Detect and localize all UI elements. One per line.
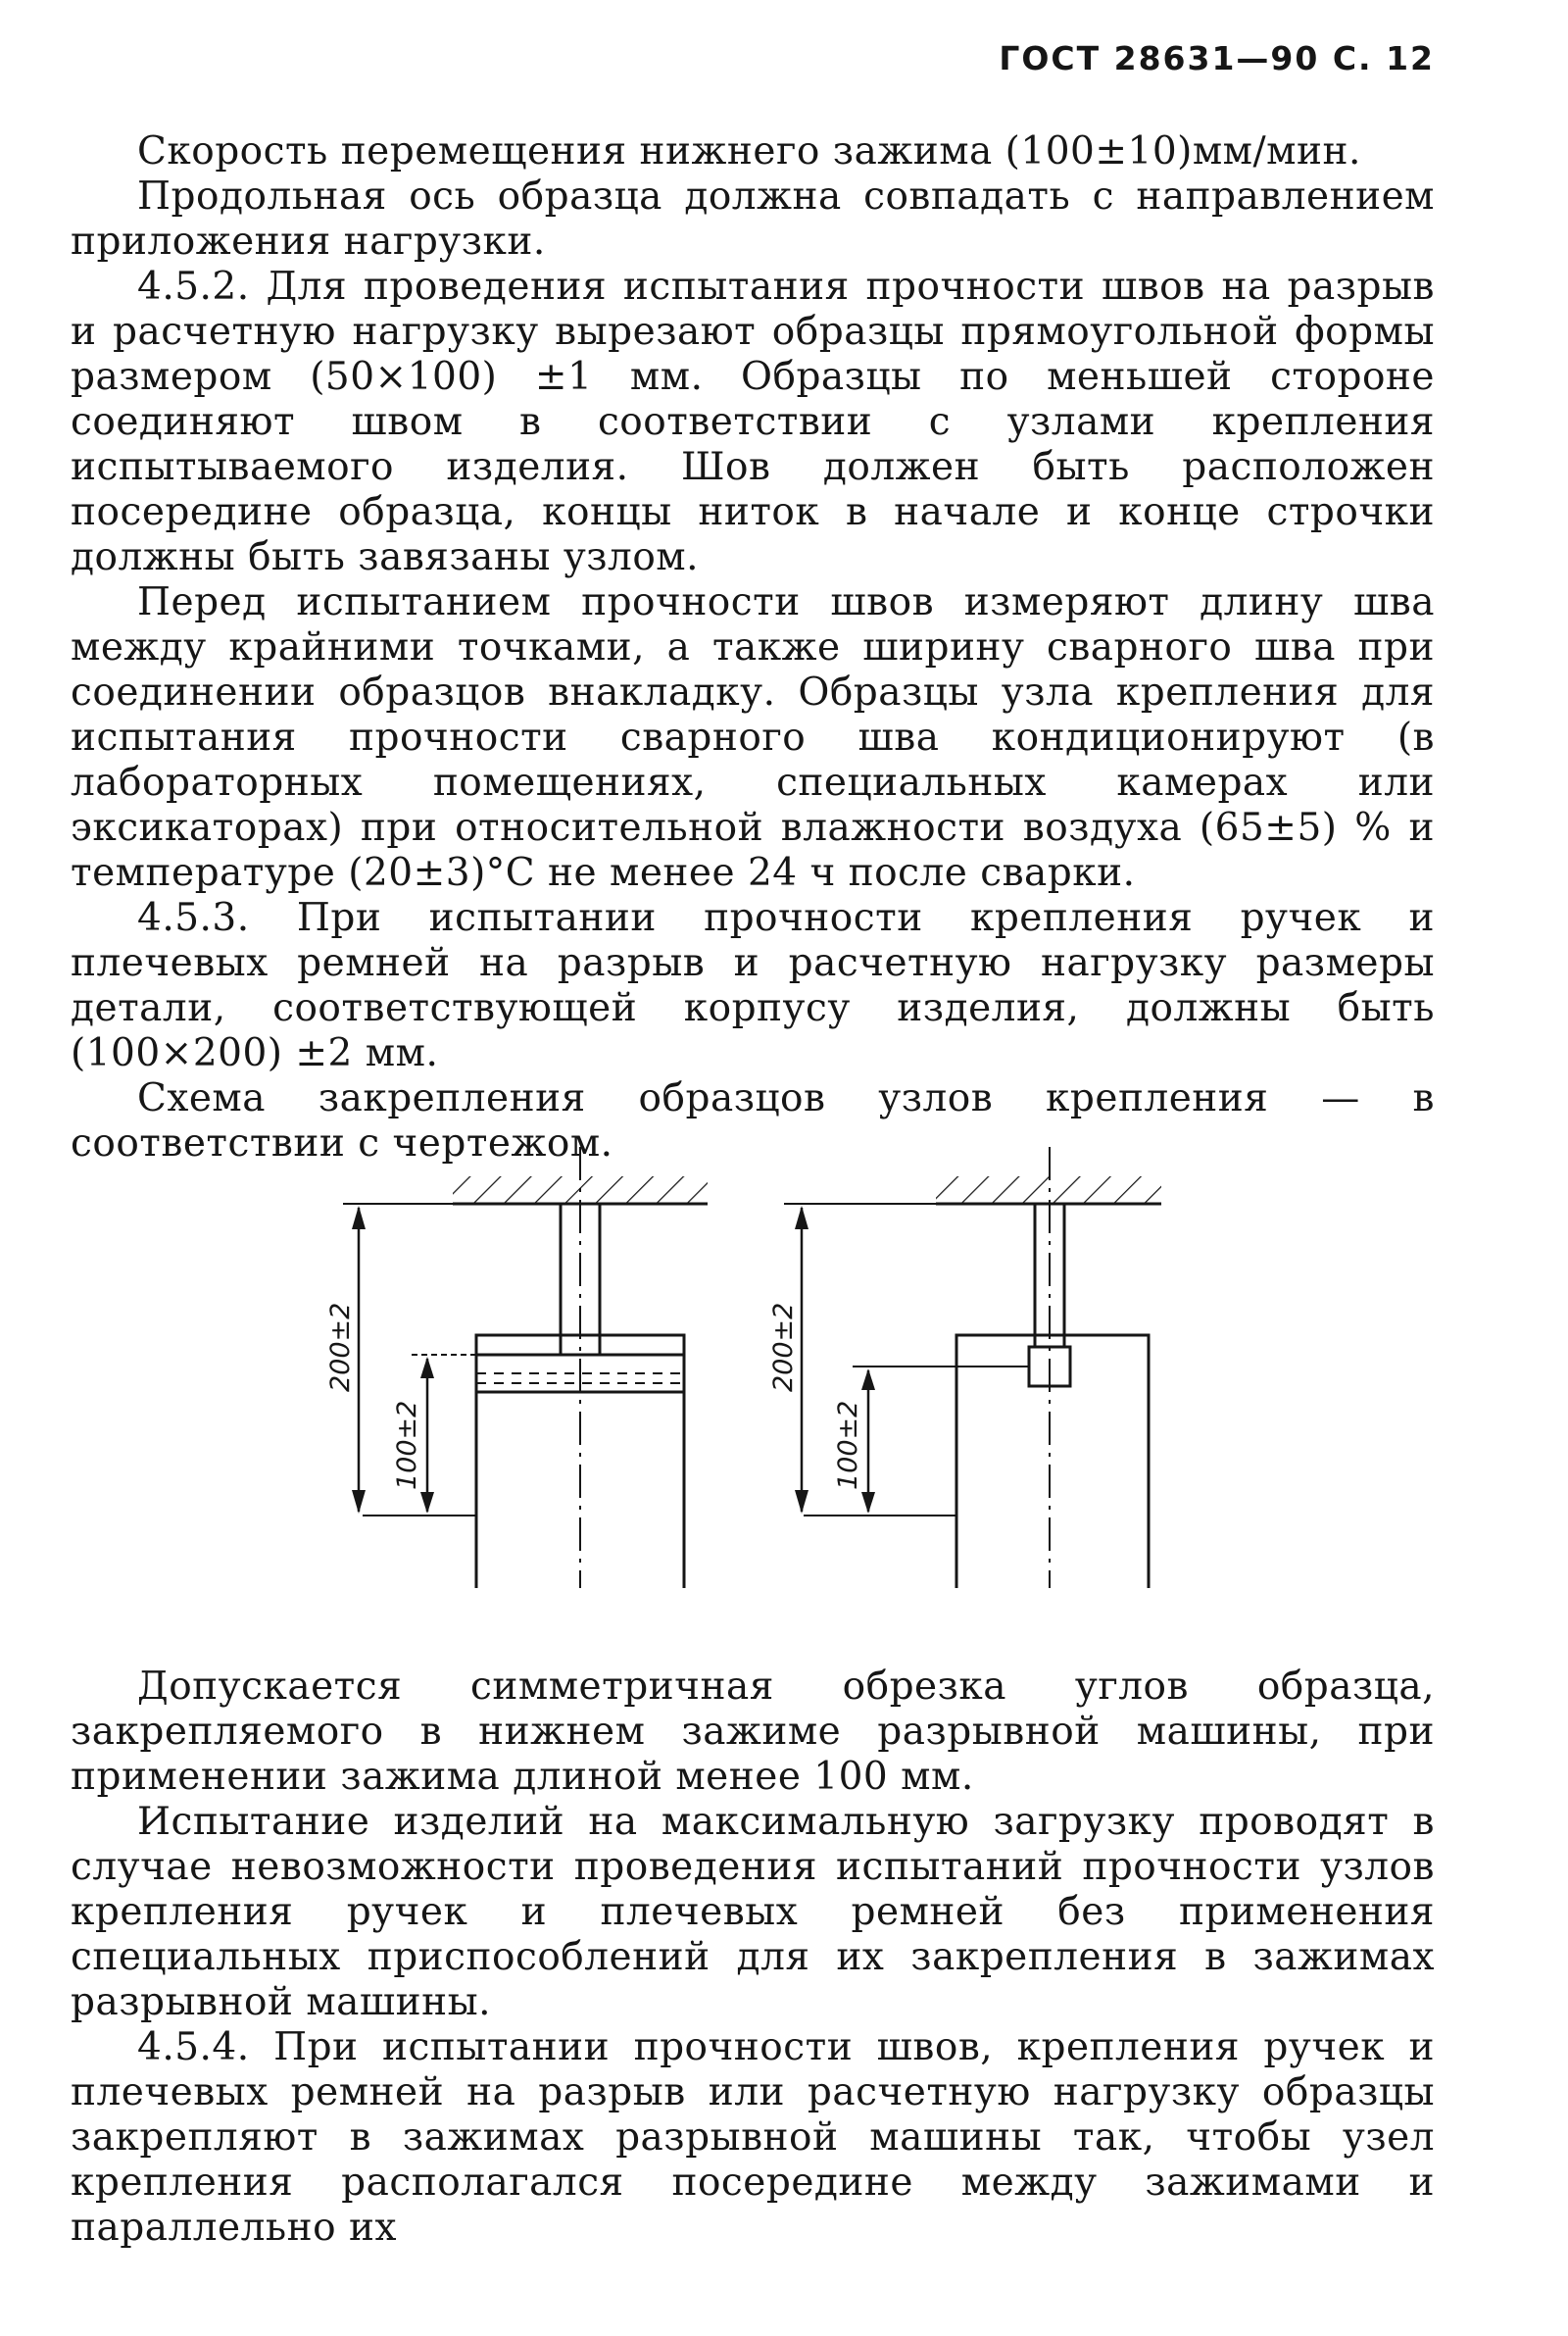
- right-dim-total: 200±2: [768, 1302, 799, 1392]
- paragraph: Допускается симметричная обрезка углов образца, закрепляемого в нижнем зажиме разрывной машины, при применении зажима длиной менее 100 мм.: [71, 1665, 1435, 1799]
- text-block-top: [71, 129, 1435, 1167]
- page-header: ГОСТ 28631—90 С. 12: [999, 39, 1435, 77]
- left-dim-total: 200±2: [325, 1302, 356, 1392]
- clamping-diagram: [0, 1127, 1568, 1588]
- text-block-bottom: [71, 1665, 1435, 2251]
- left-assembly: [325, 1147, 708, 1588]
- left-dim-lower: 100±2: [392, 1400, 422, 1490]
- paragraph: 4.5.4. При испытании прочности швов, крепления ручек и плечевых ремней на разрыв или расчетную нагрузку образцы закрепляют в зажимах разрывной машины так, чтобы узел крепления располагался посередине между зажимами и параллельно их: [71, 2025, 1435, 2250]
- paragraph: 4.5.3. При испытании прочности крепления ручек и плечевых ремней на разрыв и расчетную нагрузку размеры детали, соответствующей корпусу изделия, должны быть (100×200) ±2 мм.: [71, 896, 1435, 1075]
- right-dim-lower: 100±2: [833, 1400, 863, 1490]
- right-assembly: [768, 1147, 1161, 1588]
- paragraph: Скорость перемещения нижнего зажима (100±10)мм/мин.: [137, 129, 1361, 174]
- paragraph: Схема закрепления образцов узлов крепления — в соответствии с чертежом.: [71, 1076, 1435, 1166]
- paragraph: 4.5.2. Для проведения испытания прочности швов на разрыв и расчетную нагрузку вырезают образцы прямоугольной формы размером (50×100) ±1 мм. Образцы по меньшей стороне соединяют швом в соответствии с узлами крепления испытываемого изделия. Шов должен быть расположен посередине образца, концы ниток в начале и конце строчки должны быть завязаны узлом.: [71, 265, 1435, 579]
- paragraph: Испытание изделий на максимальную загрузку проводят в случае невозможности проведения испытаний прочности узлов крепления ручек и плечевых ремней без применения специальных приспособлений для их закрепления в зажимах разрывной машины.: [71, 1800, 1435, 2024]
- paragraph: Перед испытанием прочности швов измеряют длину шва между крайними точками, а также ширину сварного шва при соединении образцов внакладку. Образцы узла крепления для испытания прочности сварного шва кондиционируют (в лабораторных помещениях, специальных камерах или эксикаторах) при относительной влажности воздуха (65±5) % и температуре (20±3)°С не менее 24 ч после сварки.: [71, 580, 1435, 895]
- paragraph: Продольная ось образца должна совпадать с направлением приложения нагрузки.: [71, 174, 1435, 264]
